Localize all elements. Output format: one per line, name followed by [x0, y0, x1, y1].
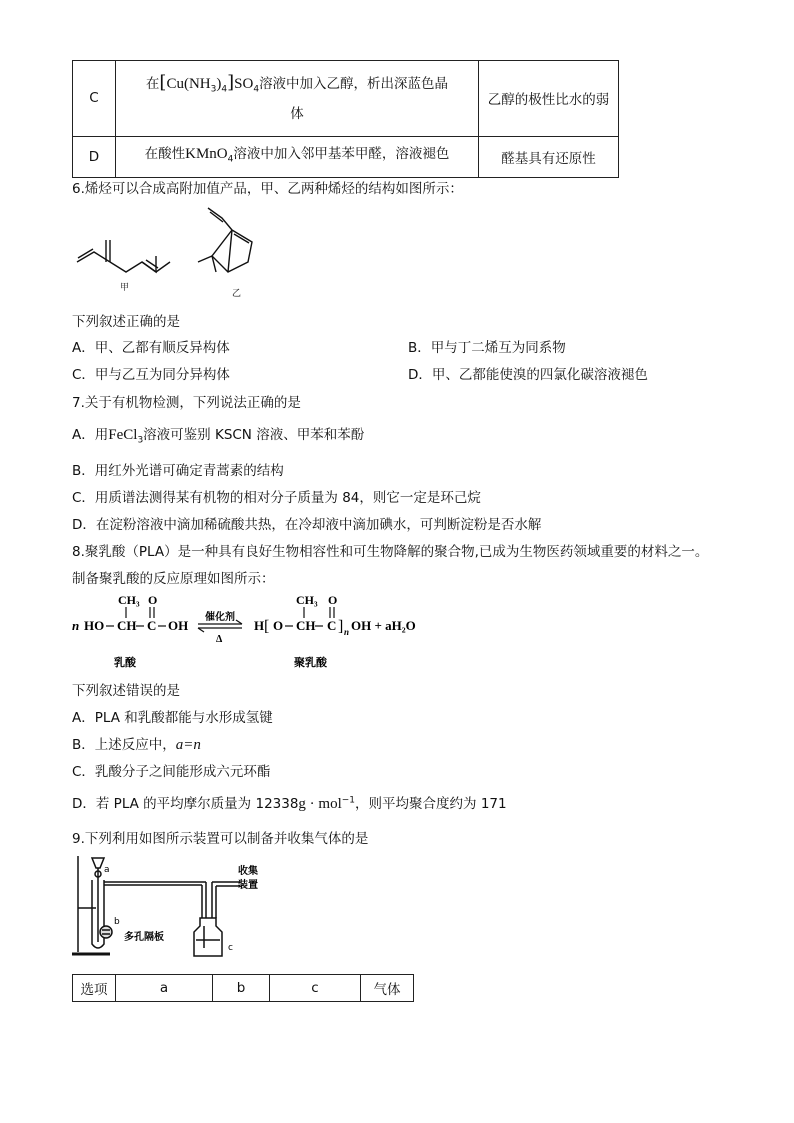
options-table — [72, 60, 619, 178]
equation: a=n — [175, 737, 201, 753]
label-yi: 乙 — [232, 289, 242, 299]
superscript: −1 — [341, 795, 356, 806]
repeat-n: n — [344, 627, 350, 637]
label-collect: 收集 — [238, 866, 258, 877]
q6-stem: 6.烯烃可以合成高附加值产品，甲、乙两种烯烃的结构如图所示： — [72, 181, 463, 197]
unit: g · mol — [298, 796, 342, 812]
label-lactic-acid: 乳酸 — [114, 656, 136, 669]
experiment-cell — [116, 136, 479, 177]
text: A．用 — [72, 427, 109, 443]
q6-option-d: D．甲、乙都能使溴的四氯化碳溶液褪色 — [408, 367, 648, 383]
heat-symbol: Δ — [216, 634, 223, 645]
methyl-group: CH₃ — [118, 593, 140, 607]
formula-nh: NH — [188, 76, 211, 92]
q6-option-b: B．甲与丁二烯互为同系物 — [408, 340, 566, 356]
q8-option-b — [72, 733, 201, 754]
subscript: 4 — [227, 154, 234, 165]
formula-cu: Cu — [166, 76, 184, 92]
carbonyl-o: O — [328, 593, 338, 607]
methyl-group: CH₃ — [296, 593, 318, 607]
q9-options-table — [72, 974, 414, 1002]
subscript: 4 — [221, 84, 228, 95]
end-h: H — [254, 618, 265, 633]
header-c: c — [270, 975, 361, 1002]
option-label: D — [73, 136, 116, 177]
q9-apparatus-figure — [70, 852, 270, 967]
option-label: C — [73, 61, 116, 137]
text: B．上述反应中， — [72, 737, 176, 753]
label-pla: 聚乳酸 — [294, 656, 327, 669]
conclusion-cell: 乙醇的极性比水的弱 — [479, 61, 619, 137]
q7-stem: 7.关于有机物检测，下列说法正确的是 — [72, 395, 301, 411]
text: ，则平均聚合度约为 171 — [355, 796, 507, 812]
q7-option-a — [72, 423, 364, 446]
label-device: 装置 — [238, 880, 258, 891]
text: D．若 PLA 的平均摩尔质量为 12338 — [72, 796, 299, 812]
catalyst-label: 催化剂 — [205, 612, 235, 623]
q6-structures-figure — [72, 200, 272, 300]
ch-group: CH — [296, 618, 316, 633]
q8-stem-1: 8.聚乳酸（PLA）是一种具有良好生物相容性和可生物降解的聚合物,已成为生物医药领域重要的材料之一。 — [72, 544, 709, 560]
water-product: OH + aH₂O — [351, 618, 416, 633]
label-porous-plate: 多孔隔板 — [124, 932, 164, 943]
q8-reaction-equation — [72, 588, 432, 672]
q7-option-d: D．在淀粉溶液中滴加稀硫酸共热，在冷却液中滴加碘水，可判断淀粉是否水解 — [72, 517, 542, 533]
formula-so: SO — [234, 76, 254, 92]
coefficient-n: n — [72, 618, 80, 633]
conclusion-cell: 醛基具有还原性 — [479, 136, 619, 177]
carbon: C — [147, 618, 157, 633]
exp-text: 在酸性 — [144, 145, 186, 162]
label-a: a — [104, 865, 110, 875]
q9-stem: 9.下列利用如图所示装置可以制备并收集气体的是 — [72, 831, 369, 847]
q6-ask: 下列叙述正确的是 — [72, 314, 180, 330]
table-row-c — [73, 61, 619, 137]
formula-fecl3: FeCl — [108, 427, 138, 443]
header-a: a — [116, 975, 213, 1002]
structure-yi — [198, 208, 252, 272]
q6-option-a: A．甲、乙都有顺反异构体 — [72, 340, 230, 356]
q7-option-b: B．用红外光谱可确定青蒿素的结构 — [72, 463, 284, 479]
table-row-d — [73, 136, 619, 177]
svg-text:[: [ — [264, 618, 270, 635]
header-option: 选项 — [73, 975, 116, 1002]
label-jia: 甲 — [120, 283, 130, 293]
q8-stem-2: 制备聚乳酸的反应原理如图所示： — [72, 571, 275, 587]
acid-oh: OH — [168, 618, 189, 633]
subscript: 4 — [253, 84, 260, 95]
structure-jia — [77, 240, 170, 272]
experiment-cell: 在$[Cu(NH_3)_4]SO_4$溶液中加入乙醇，析出深蓝色晶 体 — [116, 61, 479, 137]
q8-ask: 下列叙述错误的是 — [72, 683, 180, 699]
table-header-row — [73, 975, 414, 1002]
text: 溶液可鉴别 KSCN 溶液、甲苯和苯酚 — [143, 427, 365, 443]
ch-group: CH — [117, 618, 137, 633]
subscript: 3 — [210, 84, 217, 95]
exp-text: 溶液中加入乙醇，析出深蓝色晶 — [259, 76, 449, 92]
q8-option-d — [72, 792, 507, 813]
q8-option-a: A．PLA 和乳酸都能与水形成氢键 — [72, 710, 273, 726]
q6-option-c: C．甲与乙互为同分异构体 — [72, 367, 230, 383]
ester-o: O — [273, 618, 284, 633]
carbon: C — [327, 618, 337, 633]
header-b: b — [213, 975, 270, 1002]
label-c: c — [228, 943, 233, 953]
label-b: b — [114, 917, 120, 927]
carbonyl-o: O — [148, 593, 158, 607]
exp-text: 体 — [290, 105, 304, 122]
q8-option-c: C．乳酸分子之间能形成六元环酯 — [72, 764, 271, 780]
hydroxyl: HO — [84, 618, 105, 633]
exp-text: 在 — [145, 76, 160, 92]
exp-text: 溶液中加入邻甲基苯甲醛，溶液褪色 — [233, 145, 450, 162]
formula-kmno4: KMnO — [185, 145, 228, 162]
header-gas: 气体 — [361, 975, 414, 1002]
subscript: 3 — [137, 435, 144, 446]
q7-option-c: C．用质谱法测得某有机物的相对分子质量为 84，则它一定是环己烷 — [72, 490, 481, 506]
svg-text:]: ] — [338, 618, 344, 635]
